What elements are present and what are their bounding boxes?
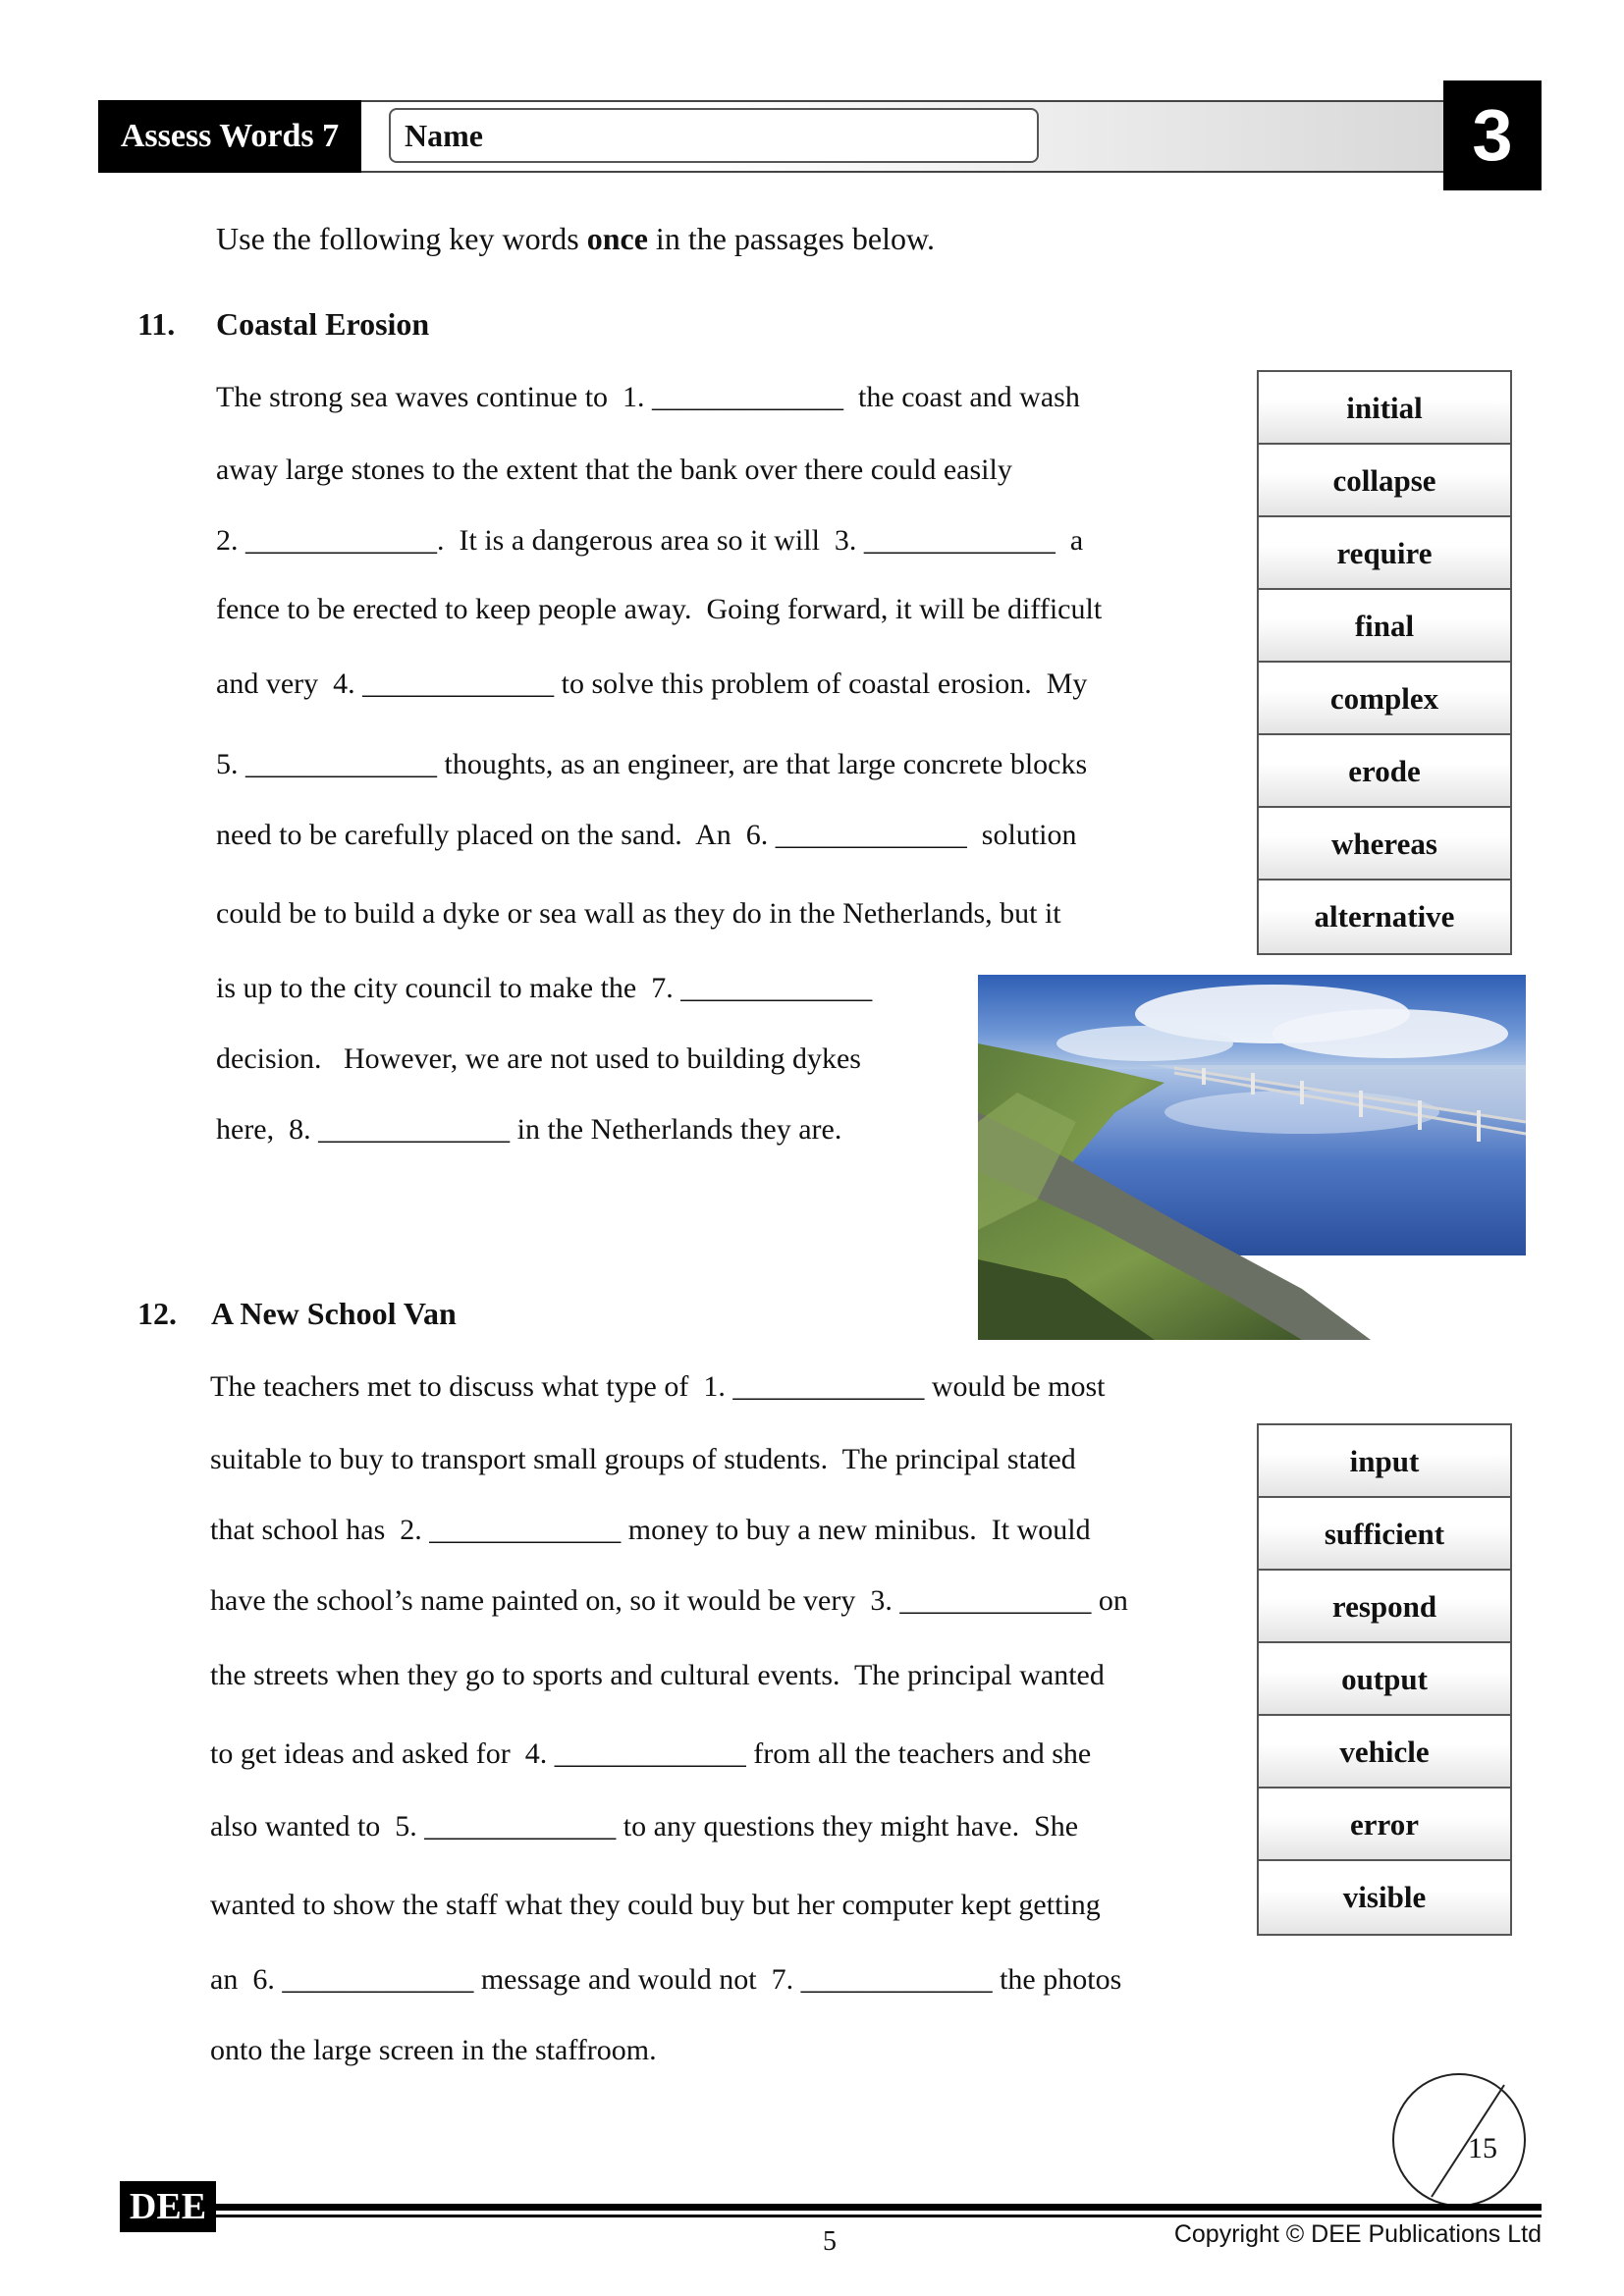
instruction-pre: Use the following key words xyxy=(216,221,587,256)
word-bank-item: vehicle xyxy=(1259,1716,1510,1789)
word-bank-item: whereas xyxy=(1259,808,1510,881)
coastal-photo xyxy=(978,975,1526,1340)
word-bank-item: error xyxy=(1259,1789,1510,1861)
worksheet-title: Assess Words 7 xyxy=(98,100,361,173)
passage-11-line: could be to build a dyke or sea wall as they do in the Netherlands, but it xyxy=(216,897,1061,930)
passage-12-line: suitable to buy to transport small groups of students. The principal stated xyxy=(210,1443,1076,1475)
word-bank-item: require xyxy=(1259,517,1510,590)
passage-11-line: 5. _____________ thoughts, as an engineer, are that large concrete blocks xyxy=(216,748,1088,780)
footer-rule xyxy=(216,2204,1542,2211)
word-bank-item: alternative xyxy=(1259,881,1510,953)
page-number: 5 xyxy=(823,2226,837,2257)
word-bank-item: complex xyxy=(1259,663,1510,735)
publisher-logo: DEE xyxy=(120,2181,216,2232)
instruction-bold: once xyxy=(586,221,648,256)
score-circle xyxy=(1392,2073,1526,2207)
word-bank-item: visible xyxy=(1259,1861,1510,1934)
passage-11-line: 2. _____________. It is a dangerous area so it will 3. _____________ a xyxy=(216,524,1084,557)
instruction-post: in the passages below. xyxy=(647,221,935,256)
section-11-number: 11. xyxy=(137,306,176,342)
section-12-title: A New School Van xyxy=(211,1296,457,1331)
word-bank-item: output xyxy=(1259,1643,1510,1716)
passage-12-line: The teachers met to discuss what type of 1. _____________ would be most xyxy=(210,1370,1106,1403)
passage-12-line: an 6. _____________ message and would not 7. _____________ the photos xyxy=(210,1963,1122,1996)
passage-12-line: have the school’s name painted on, so it would be very 3. _____________ on xyxy=(210,1584,1128,1617)
score-total: 15 xyxy=(1468,2132,1497,2164)
passage-11-line: decision. However, we are not used to building dykes xyxy=(216,1042,861,1075)
copyright: Copyright © DEE Publications Ltd xyxy=(1173,2220,1542,2248)
word-bank-item: collapse xyxy=(1259,445,1510,517)
word-bank-item: respond xyxy=(1259,1571,1510,1643)
passage-11-line: and very 4. _____________ to solve this problem of coastal erosion. My xyxy=(216,667,1088,700)
passage-12-line: to get ideas and asked for 4. _____________ from all the teachers and she xyxy=(210,1737,1092,1770)
passage-11-line: is up to the city council to make the 7. _____________ xyxy=(216,972,873,1004)
passage-12-line: wanted to show the staff what they could buy but her computer kept getting xyxy=(210,1889,1101,1921)
passage-12-line: that school has 2. _____________ money to buy a new minibus. It would xyxy=(210,1514,1091,1546)
passage-11-line: here, 8. _____________ in the Netherlands they are. xyxy=(216,1113,842,1146)
footer-rule-thin xyxy=(216,2215,1542,2217)
passage-11-line: The strong sea waves continue to 1. _____________ the coast and wash xyxy=(216,381,1080,413)
passage-11-line: away large stones to the extent that the bank over there could easily xyxy=(216,454,1012,486)
word-bank-item: final xyxy=(1259,590,1510,663)
name-field[interactable]: Name xyxy=(389,108,1039,163)
instruction xyxy=(216,221,935,257)
word-bank-11 xyxy=(1257,370,1512,955)
passage-11-line: fence to be erected to keep people away. Going forward, it will be difficult xyxy=(216,593,1103,625)
section-12-number: 12. xyxy=(137,1296,177,1331)
passage-12-line: onto the large screen in the staffroom. xyxy=(210,2034,657,2066)
section-11-title: Coastal Erosion xyxy=(216,306,430,342)
unit-number: 3 xyxy=(1443,80,1542,190)
passage-11-line: need to be carefully placed on the sand. An 6. _____________ solution xyxy=(216,819,1077,851)
passage-12-line: the streets when they go to sports and cultural events. The principal wanted xyxy=(210,1659,1105,1691)
word-bank-item: initial xyxy=(1259,372,1510,445)
word-bank-item: sufficient xyxy=(1259,1498,1510,1571)
word-bank-item: input xyxy=(1259,1425,1510,1498)
word-bank-12 xyxy=(1257,1423,1512,1936)
passage-12-line: also wanted to 5. _____________ to any questions they might have. She xyxy=(210,1810,1079,1842)
word-bank-item: erode xyxy=(1259,735,1510,808)
